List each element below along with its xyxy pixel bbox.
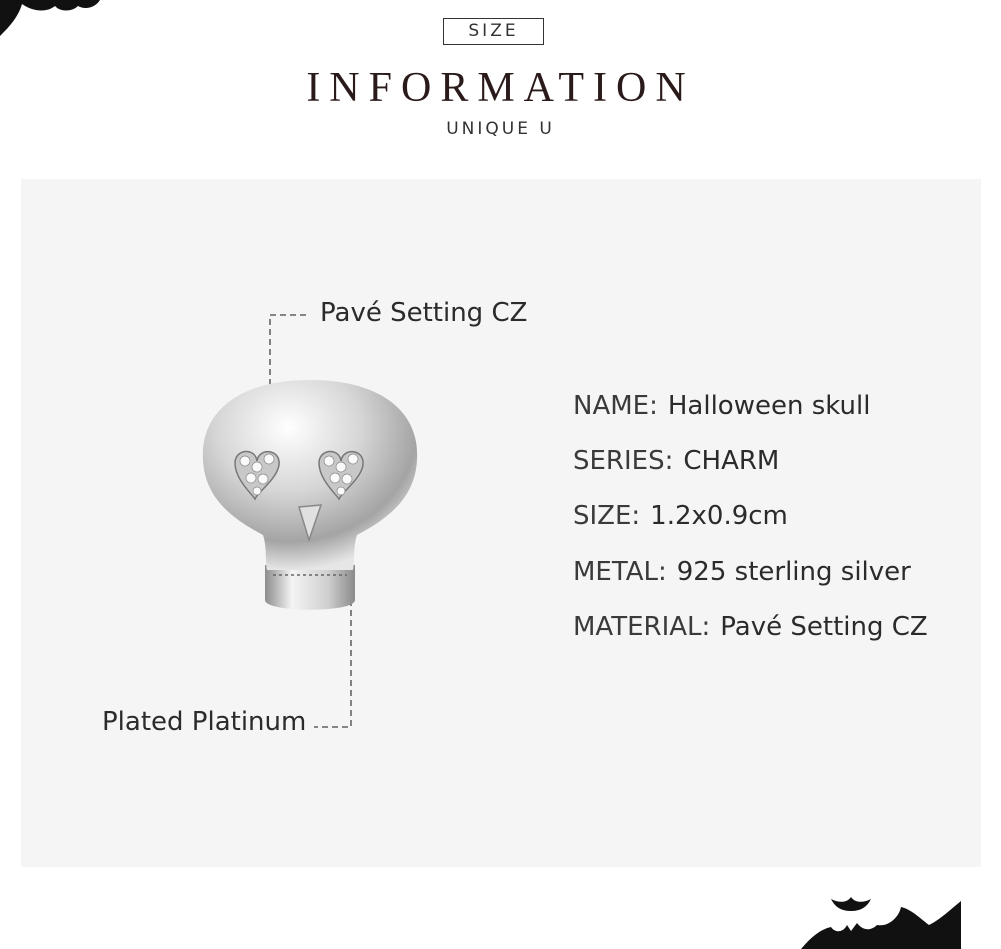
spec-metal [573, 557, 911, 587]
spec-series [573, 446, 779, 476]
page-title: INFORMATION [306, 65, 695, 111]
spec-name-value: Halloween skull [667, 391, 871, 421]
spec-metal-value: 925 sterling silver [676, 557, 911, 587]
spec-size-value: 1.2x0.9cm [650, 501, 788, 531]
page-subtitle: UNIQUE U [446, 119, 555, 139]
spec-metal-key: METAL: [573, 557, 667, 587]
bat-icon [801, 889, 961, 949]
bat-icon [0, 0, 110, 40]
spec-size-key: SIZE: [573, 501, 641, 531]
skull-charm-image [195, 375, 425, 620]
spec-material [573, 612, 928, 642]
size-tag: SIZE [443, 18, 544, 45]
spec-material-key: MATERIAL: [573, 612, 711, 642]
callout-plated-platinum: Plated Platinum [102, 707, 307, 737]
callout-leader-bottom [310, 600, 360, 735]
spec-series-key: SERIES: [573, 446, 674, 476]
spec-material-value: Pavé Setting CZ [720, 612, 928, 642]
spec-size [573, 501, 788, 531]
callout-pave-setting: Pavé Setting CZ [320, 298, 528, 328]
spec-name-key: NAME: [573, 391, 658, 421]
product-panel [21, 179, 981, 867]
spec-name [573, 391, 870, 421]
spec-series-value: CHARM [683, 446, 780, 476]
